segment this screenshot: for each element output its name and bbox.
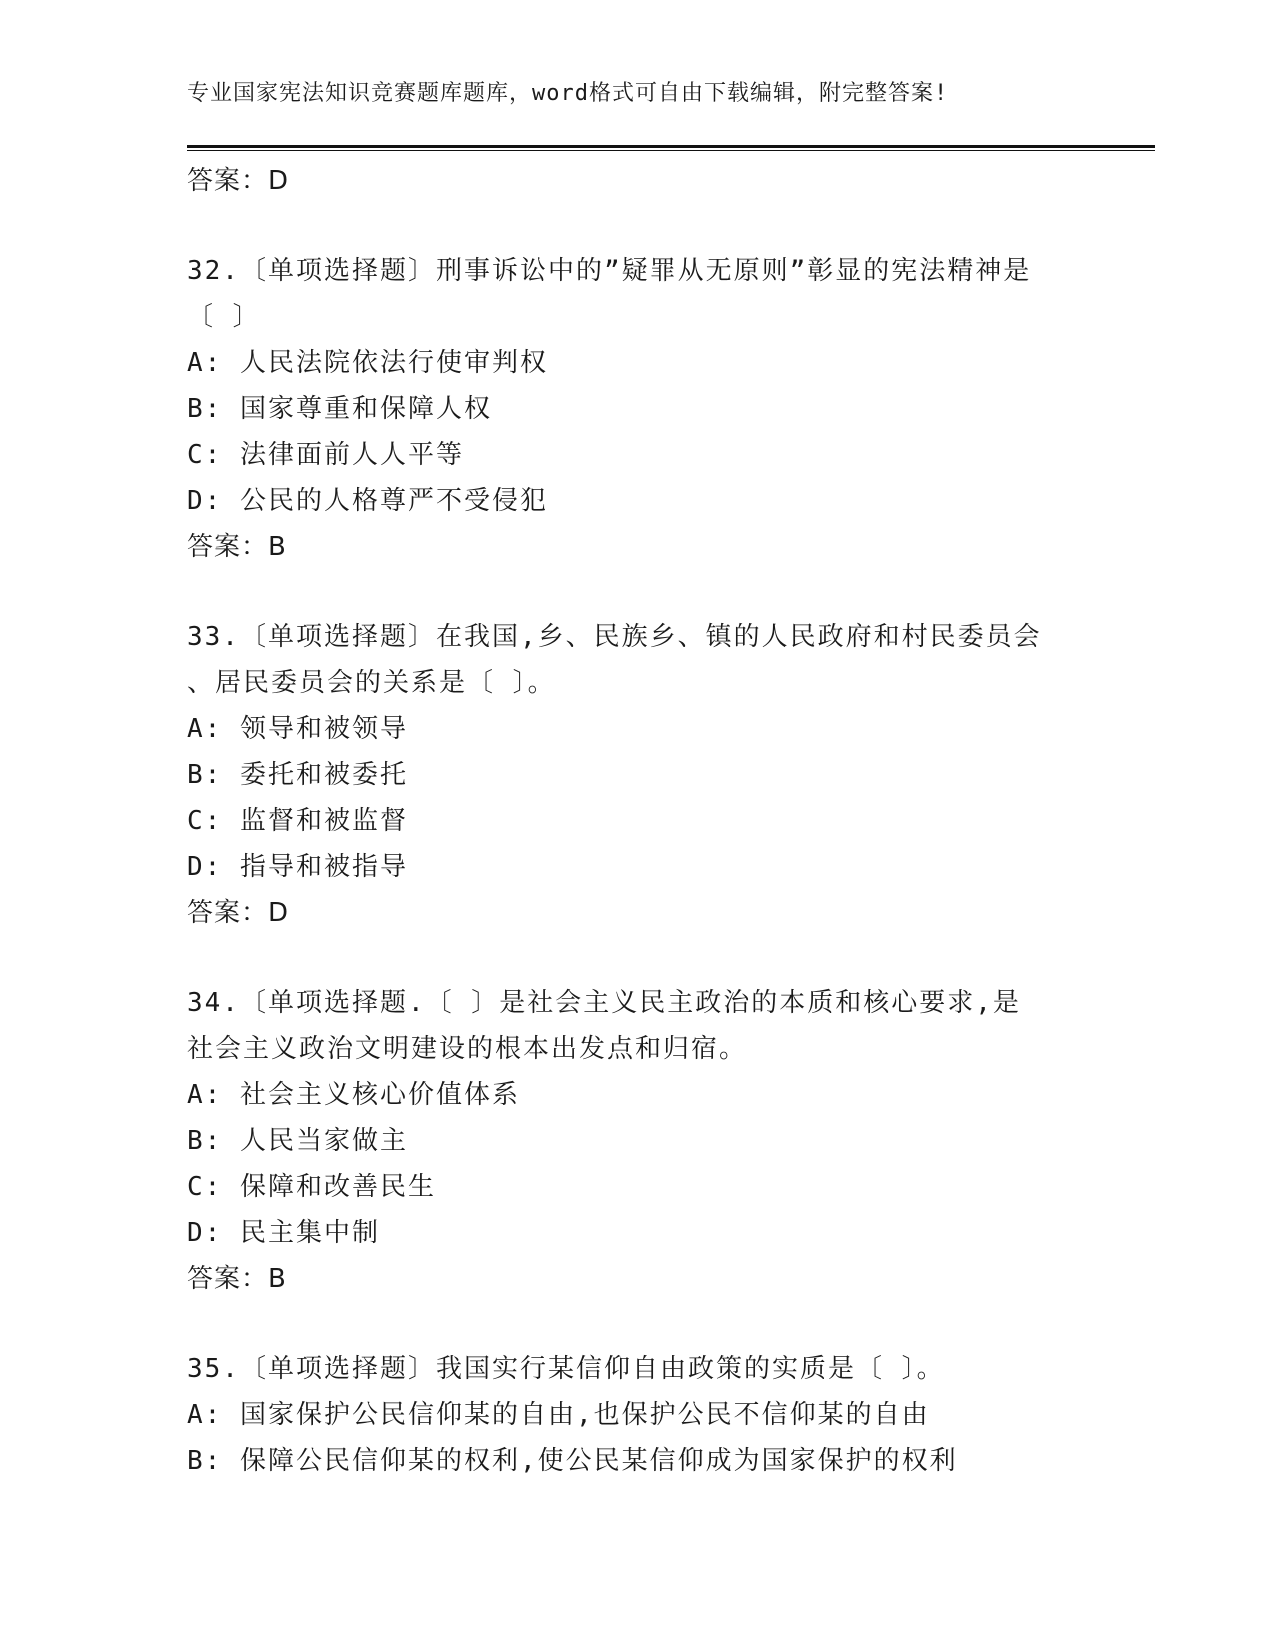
option-b: B: 国家尊重和保障人权 xyxy=(187,394,492,424)
question-block-33 xyxy=(187,614,1087,936)
answer-line: 答案：B xyxy=(187,1264,287,1294)
option-b: B: 保障公民信仰某的权利,使公民某信仰成为国家保护的权利 xyxy=(187,1446,958,1476)
option-c: C: 保障和改善民生 xyxy=(187,1172,436,1202)
question-text-line: 35.〔单项选择题〕我国实行某信仰自由政策的实质是〔 〕。 xyxy=(187,1354,945,1384)
question-text-line: 〔 〕 xyxy=(187,302,261,332)
question-block-32 xyxy=(187,248,1087,570)
option-d: D: 指导和被指导 xyxy=(187,852,408,882)
question-text-line: 33.〔单项选择题〕在我国,乡、民族乡、镇的人民政府和村民委员会 xyxy=(187,622,1042,652)
option-a: A: 人民法院依法行使审判权 xyxy=(187,348,548,378)
option-d: D: 公民的人格尊严不受侵犯 xyxy=(187,486,548,516)
option-a: A: 国家保护公民信仰某的自由,也保护公民不信仰某的自由 xyxy=(187,1400,930,1430)
option-a: A: 领导和被领导 xyxy=(187,714,408,744)
option-d: D: 民主集中制 xyxy=(187,1218,380,1248)
question-text-line: 、居民委员会的关系是〔 〕。 xyxy=(187,668,556,698)
header-rule-thin xyxy=(187,150,1155,151)
document-body xyxy=(187,158,1087,1484)
header-rule-thick xyxy=(187,145,1155,148)
question-text-line: 社会主义政治文明建设的根本出发点和归宿。 xyxy=(187,1034,748,1064)
question-text-line: 34.〔单项选择题.〔 〕是社会主义民主政治的本质和核心要求,是 xyxy=(187,988,1021,1018)
answer-line: 答案：D xyxy=(187,166,290,196)
answer-line: 答案：B xyxy=(187,532,287,562)
question-block-35 xyxy=(187,1346,1087,1484)
option-a: A: 社会主义核心价值体系 xyxy=(187,1080,520,1110)
option-c: C: 法律面前人人平等 xyxy=(187,440,464,470)
option-b: B: 人民当家做主 xyxy=(187,1126,408,1156)
question-text-line: 32.〔单项选择题〕刑事诉讼中的”疑罪从无原则”彰显的宪法精神是 xyxy=(187,256,1032,286)
answer-line: 答案：D xyxy=(187,898,290,928)
option-c: C: 监督和被监督 xyxy=(187,806,408,836)
question-block-34 xyxy=(187,980,1087,1302)
option-b: B: 委托和被委托 xyxy=(187,760,408,790)
page-header: 专业国家宪法知识竞赛题库题库，word格式可自由下载编辑，附完整答案! xyxy=(187,81,949,106)
